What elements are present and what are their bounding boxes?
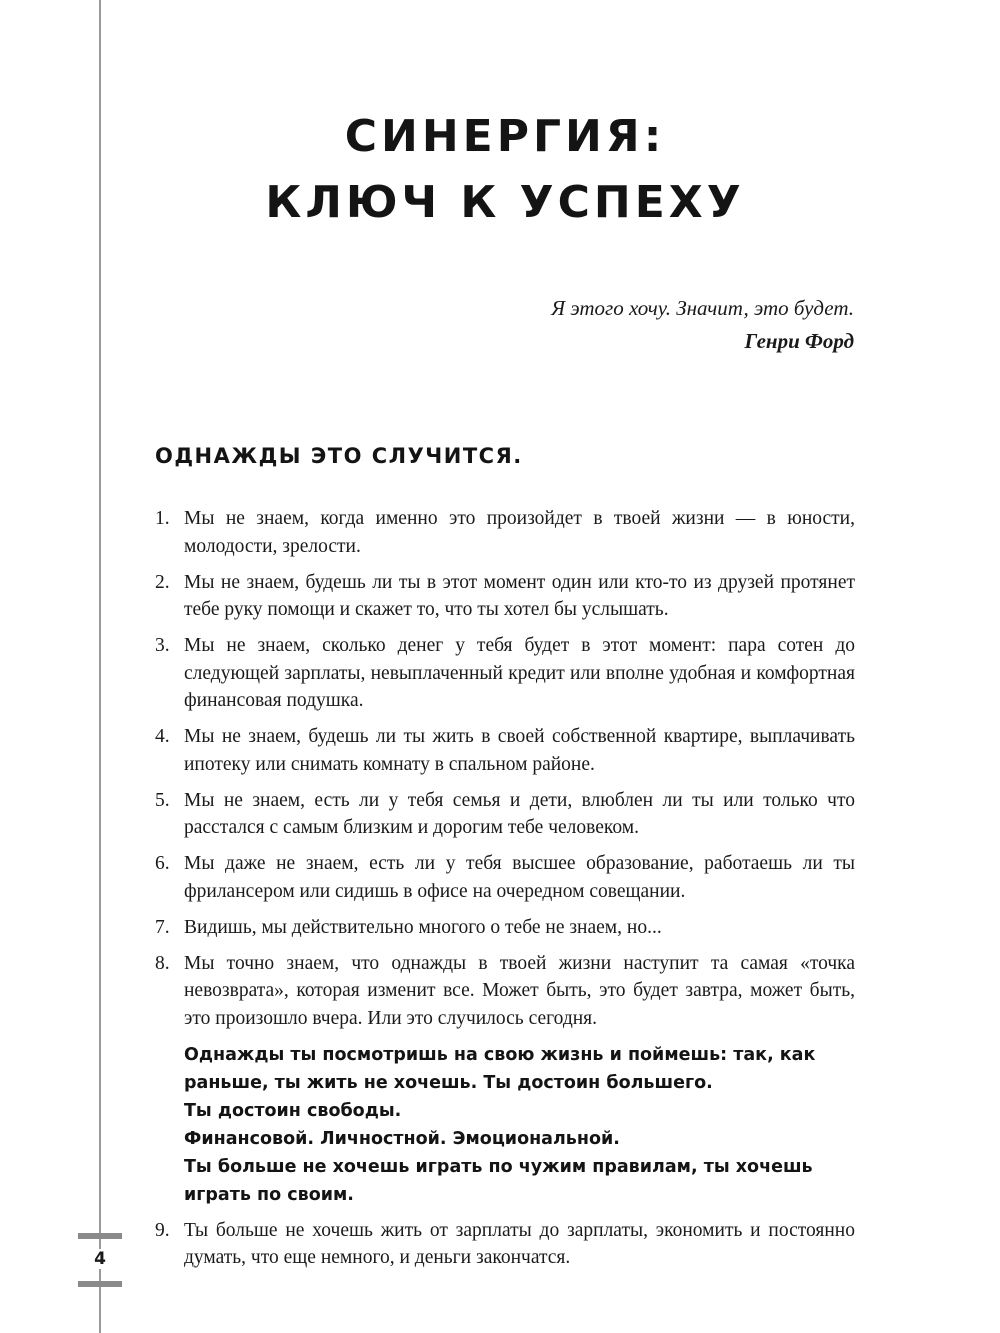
list-item bbox=[155, 1217, 855, 1272]
page-number: 4 bbox=[78, 1249, 122, 1269]
chapter-title-line-1: СИНЕРГИЯ: bbox=[344, 111, 666, 162]
list-item bbox=[155, 787, 855, 842]
list-item bbox=[155, 632, 855, 715]
chapter-title-line-2: КЛЮЧ К УСПЕХУ bbox=[265, 177, 745, 228]
list-item-text: Мы не знаем, будешь ли ты в этот момент один или кто-то из друзей протянет тебе руку помощи и скажет то, что ты хотел бы услышать. bbox=[184, 571, 855, 620]
list-item-number: 5. bbox=[155, 789, 170, 811]
list-item-number: 8. bbox=[155, 952, 170, 974]
page-number-rule-bottom bbox=[78, 1281, 122, 1287]
list-item bbox=[155, 505, 855, 560]
list-item-number: 3. bbox=[155, 635, 170, 656]
list-item-text: Мы даже не знаем, есть ли у тебя высшее образование, работаешь ли ты фрилансером или сидишь в офисе на очередном совещании. bbox=[184, 853, 855, 902]
list-item-text: Видишь, мы действительно многого о тебе не знаем, но... bbox=[184, 916, 662, 938]
list-item-text: Ты больше не хочешь жить от зарплаты до зарплаты, экономить и постоянно думать, что еще немного, и деньги закончатся. bbox=[184, 1219, 855, 1268]
list-item bbox=[155, 950, 855, 1033]
list-item-text: Мы не знаем, когда именно это произойдет в твоей жизни — в юности, молодости, зрелости. bbox=[184, 508, 855, 557]
list-item-number: 1. bbox=[155, 508, 170, 529]
page-number-rule-top bbox=[78, 1233, 122, 1239]
list-item-text: Мы не знаем, сколько денег у тебя будет в этот момент: пара сотен до следующей зарплаты, невыплаченный кредит или вполне удобная и комфортная финансовая подушка. bbox=[184, 635, 855, 711]
list-item-number: 7. bbox=[155, 916, 170, 938]
emphasis-line: Однажды ты посмотришь на свою жизнь и поймешь: так, как раньше, ты жить не хочешь. Ты достоин большего. bbox=[184, 1044, 816, 1093]
section-subheading: ОДНАЖДЫ ЭТО СЛУЧИТСЯ. bbox=[155, 444, 523, 468]
margin-rule bbox=[99, 0, 101, 1333]
list-item-number: 4. bbox=[155, 726, 170, 747]
list-item-text: Мы точно знаем, что однажды в твоей жизни наступит та самая «точка невозврата», которая изменит все. Может быть, это будет завтра, может быть, это произошло вчера. Или это случилось сегодня. bbox=[184, 952, 855, 1029]
list-item-number: 9. bbox=[155, 1219, 170, 1241]
list-item bbox=[155, 850, 855, 905]
epigraph-quote: Я этого хочу. Значит, это будет. bbox=[551, 296, 854, 320]
list-item-number: 2. bbox=[155, 571, 170, 593]
list-item-text: Мы не знаем, есть ли у тебя семья и дети, влюблен ли ты или только что расстался с самым близким и дорогим тебе человеком. bbox=[184, 789, 855, 838]
list-item-text: Мы не знаем, будешь ли ты жить в своей собственной квартире, выплачивать ипотеку или снимать комнату в спальном районе. bbox=[184, 726, 855, 775]
numbered-list bbox=[155, 505, 855, 1280]
list-item bbox=[155, 914, 855, 942]
list-item bbox=[155, 723, 855, 778]
emphasis-line: Финансовой. Личностной. Эмоциональной. bbox=[184, 1128, 620, 1149]
epigraph-author: Генри Форд bbox=[744, 329, 854, 353]
chapter-title bbox=[155, 104, 855, 236]
emphasis-line: Ты больше не хочешь играть по чужим правилам, ты хочешь играть по своим. bbox=[184, 1156, 813, 1205]
list-item-number: 6. bbox=[155, 853, 170, 874]
epigraph bbox=[551, 292, 854, 358]
emphasis-block bbox=[184, 1041, 855, 1209]
emphasis-line: Ты достоин свободы. bbox=[184, 1100, 402, 1121]
list-item bbox=[155, 569, 855, 624]
